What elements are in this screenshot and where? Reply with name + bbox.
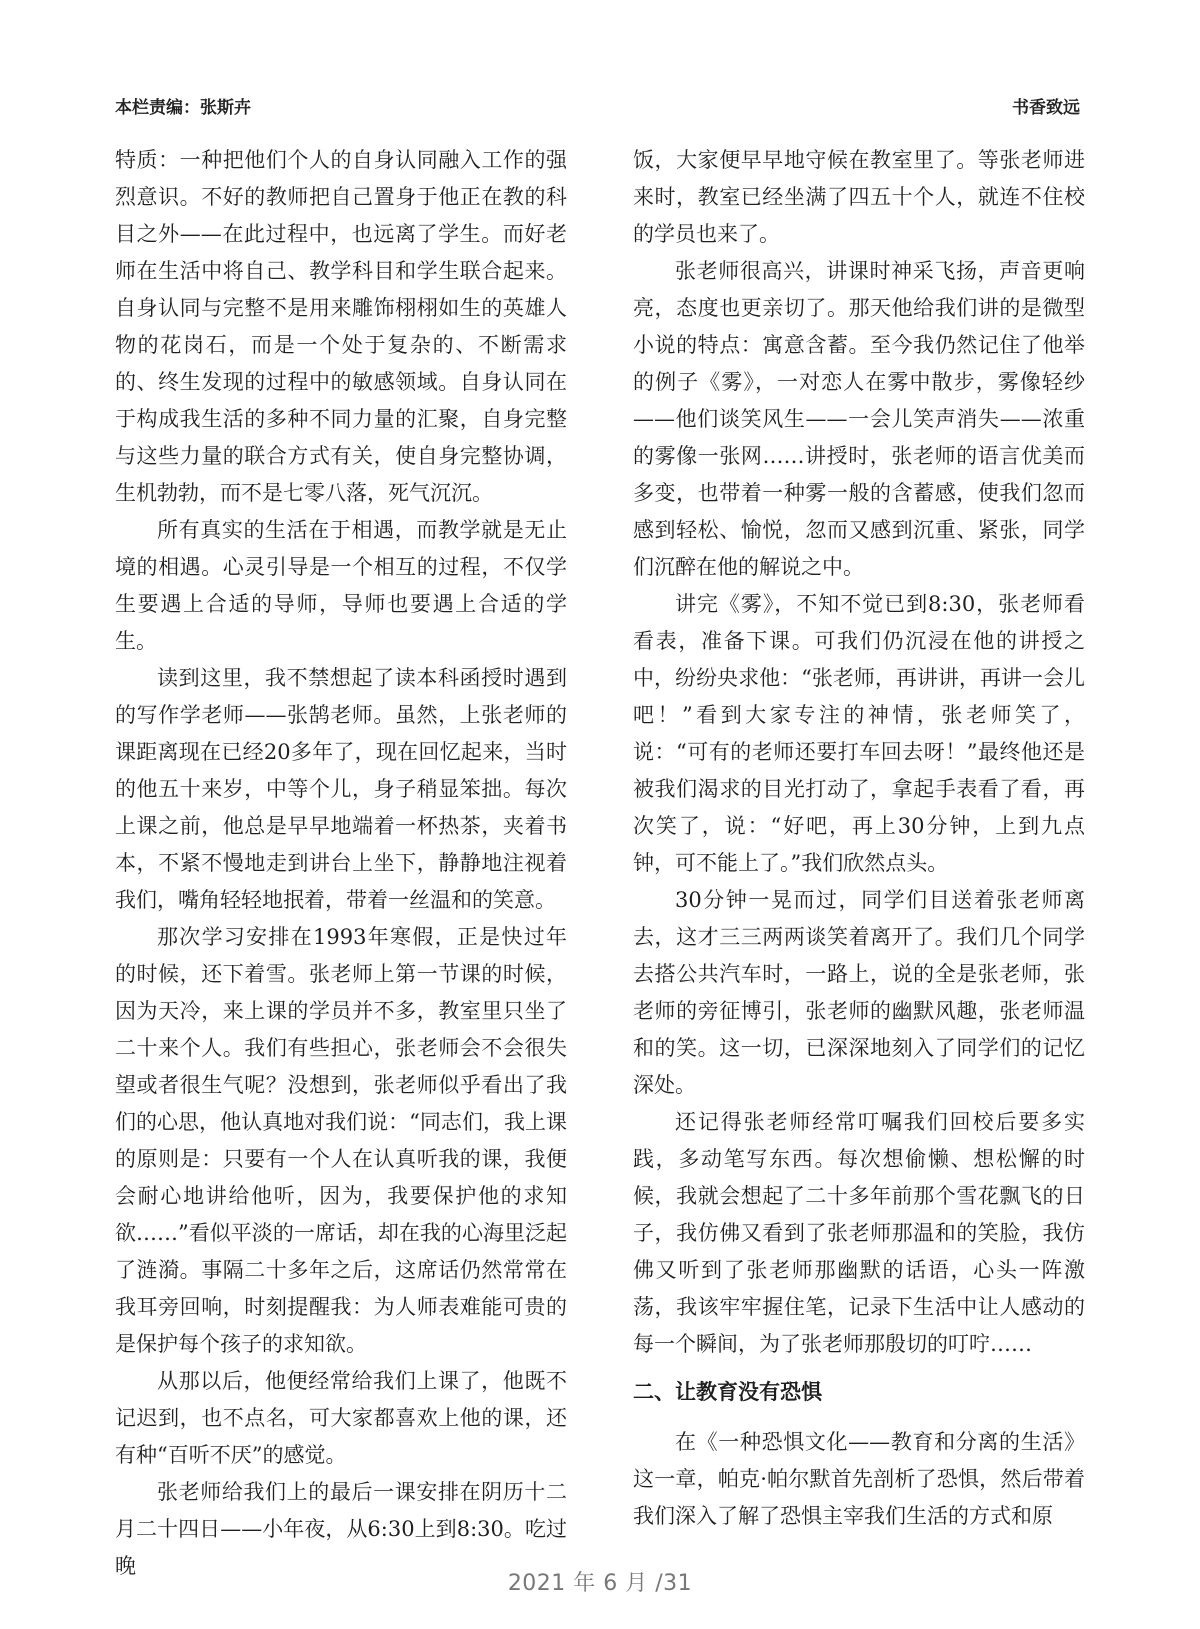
paragraph: 还记得张老师经常叮嘱我们回校后要多实践，多动笔写东西。每次想偷懒、想松懈的时候，我就会想起了二十多年前那个雪花飘飞的日子，我仿佛又看到了张老师那温和的笑脸，我仿佛又听到了张老师那幽默的话语，心头一阵激荡，我该牢牢握住笔，记录下生活中让人感动的每一个瞬间，为了张老师那殷切的叮咛……: [633, 1110, 1085, 1356]
paragraph: 饭，大家便早早地守候在教室里了。等张老师进来时，教室已经坐满了四五十个人，就连不住校的学员也来了。: [633, 148, 1085, 246]
paragraph: 那次学习安排在1993年寒假，正是快过年的时候，还下着雪。张老师上第一节课的时候，因为天冷，来上课的学员并不多，教室里只坐了二十来个人。我们有些担心，张老师会不会很失望或者很生气呢？没想到，张老师似乎看出了我们的心思，他认真地对我们说：“同志们，我上课的原则是：只要有一个人在认真听我的课，我便会耐心地讲给他听，因为，我要保护他的求知欲……”看似平淡的一席话，却在我的心海里泛起了涟漪。事隔二十多年之后，这席话仍然常常在我耳旁回响，时刻提醒我：为人师表难能可贵的是保护每个孩子的求知欲。: [115, 925, 567, 1356]
column-title: 书香致远: [1012, 98, 1080, 118]
paragraph: 张老师很高兴，讲课时神采飞扬，声音更响亮，态度也更亲切了。那天他给我们讲的是微型小说的特点：寓意含蓄。至今我仍然记住了他举的例子《雾》，一对恋人在雾中散步，雾像轻纱——他们谈笑风生——一会儿笑声消失——浓重的雾像一张网……讲授时，张老师的语言优美而多变，也带着一种雾一般的含蓄感，使我们忽而感到轻松、愉悦，忽而又感到沉重、紧张，同学们沉醉在他的解说之中。: [633, 259, 1085, 579]
paragraph: 30分钟一晃而过，同学们目送着张老师离去，这才三三两两谈笑着离开了。我们几个同学去搭公共汽车时，一路上，说的全是张老师，张老师的旁征博引，张老师的幽默风趣，张老师温和的笑。这一切，已深深地刻入了同学们的记忆深处。: [633, 888, 1085, 1097]
editor-credit: 本栏责编：张斯卉: [115, 98, 251, 118]
right-column: [633, 142, 1085, 1535]
paragraph: 特质：一种把他们个人的自身认同融入工作的强烈意识。不好的教师把自己置身于他正在教的科目之外——在此过程中，也远离了学生。而好老师在生活中将自己、教学科目和学生联合起来。自身认同与完整不是用来雕饰栩栩如生的英雄人物的花岗石，而是一个处于复杂的、不断需求的、终生发现的过程中的敏感领域。自身认同在于构成我生活的多种不同力量的汇聚，自身完整与这些力量的联合方式有关，使自身完整协调，生机勃勃，而不是七零八落，死气沉沉。: [115, 148, 567, 505]
paragraph: 讲完《雾》，不知不觉已到8:30，张老师看看表，准备下课。可我们仍沉浸在他的讲授之中，纷纷央求他：“张老师，再讲讲，再讲一会儿吧！”看到大家专注的神情，张老师笑了，说：“可有的老师还要打车回去呀！”最终他还是被我们渴求的目光打动了，拿起手表看了看，再次笑了，说：“好吧，再上30分钟，上到九点钟，可不能上了。”我们欣然点头。: [633, 592, 1085, 875]
paragraph: 读到这里，我不禁想起了读本科函授时遇到的写作学老师——张鹄老师。虽然，上张老师的课距离现在已经20多年了，现在回忆起来，当时的他五十来岁，中等个儿，身子稍显笨拙。每次上课之前，他总是早早地端着一杯热茶，夹着书本，不紧不慢地走到讲台上坐下，静静地注视着我们，嘴角轻轻地抿着，带着一丝温和的笑意。: [115, 666, 567, 912]
paragraph: 从那以后，他便经常给我们上课了，他既不记迟到，也不点名，可大家都喜欢上他的课，还有种“百听不厌”的感觉。: [115, 1369, 567, 1467]
left-column: [115, 142, 567, 1585]
paragraph: 所有真实的生活在于相遇，而教学就是无止境的相遇。心灵引导是一个相互的过程，不仅学生要遇上合适的导师，导师也要遇上合适的学生。: [115, 518, 567, 653]
section-heading: 二、让教育没有恐惧: [633, 1380, 822, 1404]
paragraph: 在《一种恐惧文化——教育和分离的生活》这一章，帕克·帕尔默首先剖析了恐惧，然后带着我们深入了解了恐惧主宰我们生活的方式和原: [633, 1430, 1085, 1528]
page-footer: 2021 年 6 月 /31: [507, 1571, 693, 1596]
paragraph: 张老师给我们上的最后一课安排在阴历十二月二十四日——小年夜，从6:30上到8:30。吃过晚: [115, 1480, 567, 1578]
